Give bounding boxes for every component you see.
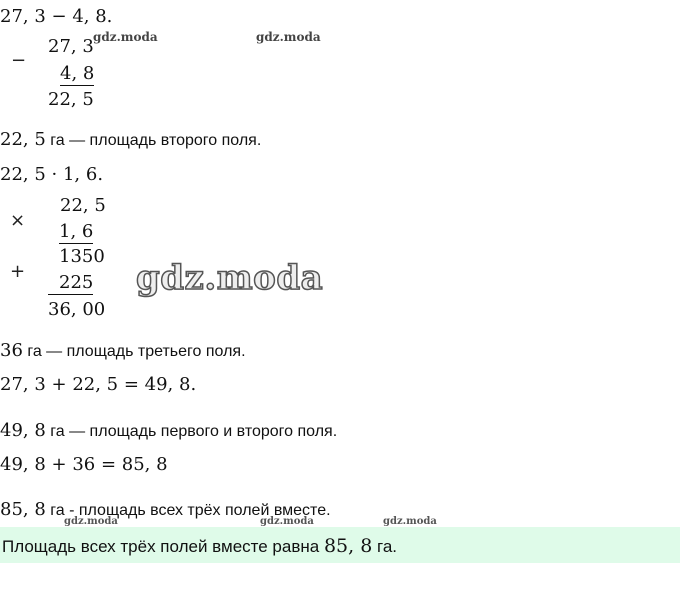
answer-value: 85, 8	[323, 535, 373, 557]
column-subtraction-minuend: 27, 3	[48, 36, 94, 57]
minus-sign: −	[11, 50, 27, 71]
watermark-logo: gdz.moda	[256, 30, 321, 44]
statement-text: га - площадь всех трёх полей вместе.	[45, 502, 331, 519]
statement-text: га — площадь второго поля.	[45, 132, 262, 149]
column-subtraction-subtrahend: 4, 8	[60, 63, 95, 84]
statement-second-field	[0, 129, 261, 150]
plus-sign: +	[10, 261, 26, 282]
watermark-logo-large: gdz.moda	[136, 258, 324, 298]
column-multiplication-factor-a: 22, 5	[60, 195, 106, 216]
statement-value: 49, 8	[0, 420, 46, 441]
statement-text: га — площадь первого и второго поля.	[45, 423, 338, 440]
watermark-logo: gdz.moda	[260, 516, 314, 527]
watermark-logo: gdz.moda	[93, 30, 158, 44]
column-multiplication-partial-2: 225	[48, 272, 93, 295]
answer-text: Площадь всех трёх полей вместе равна 85, 8 га.	[2, 535, 398, 557]
statement-value: 36	[0, 340, 23, 361]
statement-value: 22, 5	[0, 129, 46, 150]
statement-third-field	[0, 340, 246, 361]
expression-subtraction: 27, 3 − 4, 8.	[0, 6, 113, 27]
expression-sum-1: 27, 3 + 22, 5 = 49, 8.	[0, 374, 197, 395]
expression-multiplication: 22, 5 · 1, 6.	[0, 164, 104, 185]
column-subtraction-result: 22, 5	[48, 89, 94, 110]
times-sign: ×	[10, 210, 26, 231]
statement-first-second-fields	[0, 420, 337, 441]
column-multiplication-factor-b: 1, 6	[59, 221, 94, 242]
column-multiplication-result: 36, 00	[48, 299, 106, 320]
watermark-logo: gdz.moda	[383, 516, 437, 527]
answer-box	[0, 527, 680, 563]
statement-text: га — площадь третьего поля.	[22, 343, 246, 360]
column-multiplication-partial-1: 1350	[59, 246, 105, 267]
expression-sum-2: 49, 8 + 36 = 85, 8	[0, 454, 168, 475]
watermark-logo: gdz.moda	[64, 516, 118, 527]
statement-value: 85, 8	[0, 499, 46, 520]
